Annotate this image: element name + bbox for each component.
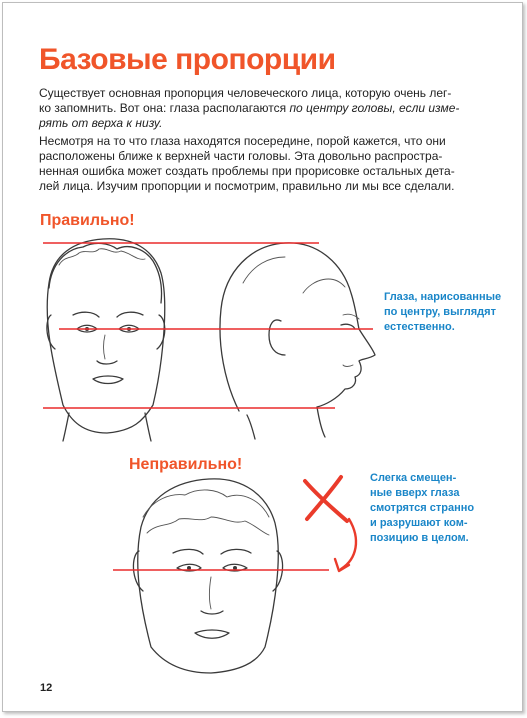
explanation-line-2: расположены ближе к верхней части головы. Эта довольно распростра- (39, 149, 443, 163)
correct-note-line-2: по центру, выглядят (384, 306, 496, 318)
correct-note (384, 290, 514, 335)
page-title: Базовые пропорции (39, 43, 336, 76)
intro-emphasis-1: по центру головы, если изме- (289, 101, 460, 115)
explanation-line-1: Несмотря на то что глаза находятся посередине, порой кажется, что они (39, 134, 446, 148)
wrong-note (370, 471, 488, 546)
cross-mark-icon (305, 477, 347, 521)
correct-note-line-3: естественно. (384, 321, 455, 333)
correct-profile-face-drawing (220, 243, 375, 439)
correct-front-face-drawing (47, 239, 165, 441)
wrong-label: Неправильно! (129, 456, 243, 473)
curved-arrow-icon (335, 519, 356, 571)
intro-line-2: ко запомнить. Вот она: глаза располагаются (39, 101, 290, 115)
wrong-front-face-drawing (133, 479, 282, 673)
correct-label: Правильно! (40, 212, 135, 229)
explanation-line-3: ненная ошибка может создать проблемы при прорисовке остальных дета- (39, 164, 455, 178)
correct-note-line-1: Глаза, нарисованные (384, 291, 502, 303)
book-page (2, 2, 523, 712)
wrong-note-line-5: позицию в целом. (370, 532, 469, 544)
intro-emphasis-2: рять от верха к низу. (39, 116, 163, 130)
face-proportion-illustrations (3, 3, 522, 711)
wrong-note-line-1: Слегка смещен- (370, 472, 457, 484)
wrong-note-line-4: и разрушают ком- (370, 517, 468, 529)
page-number: 12 (40, 682, 53, 694)
explanation-line-4: лей лица. Изучим пропорции и посмотрим, правильно ли мы все сделали. (39, 179, 455, 193)
intro-line-1: Существует основная пропорция человеческого лица, которую очень лег- (39, 86, 452, 100)
wrong-note-line-3: смотрятся странно (370, 502, 475, 514)
wrong-note-line-2: ные вверх глаза (370, 487, 460, 499)
